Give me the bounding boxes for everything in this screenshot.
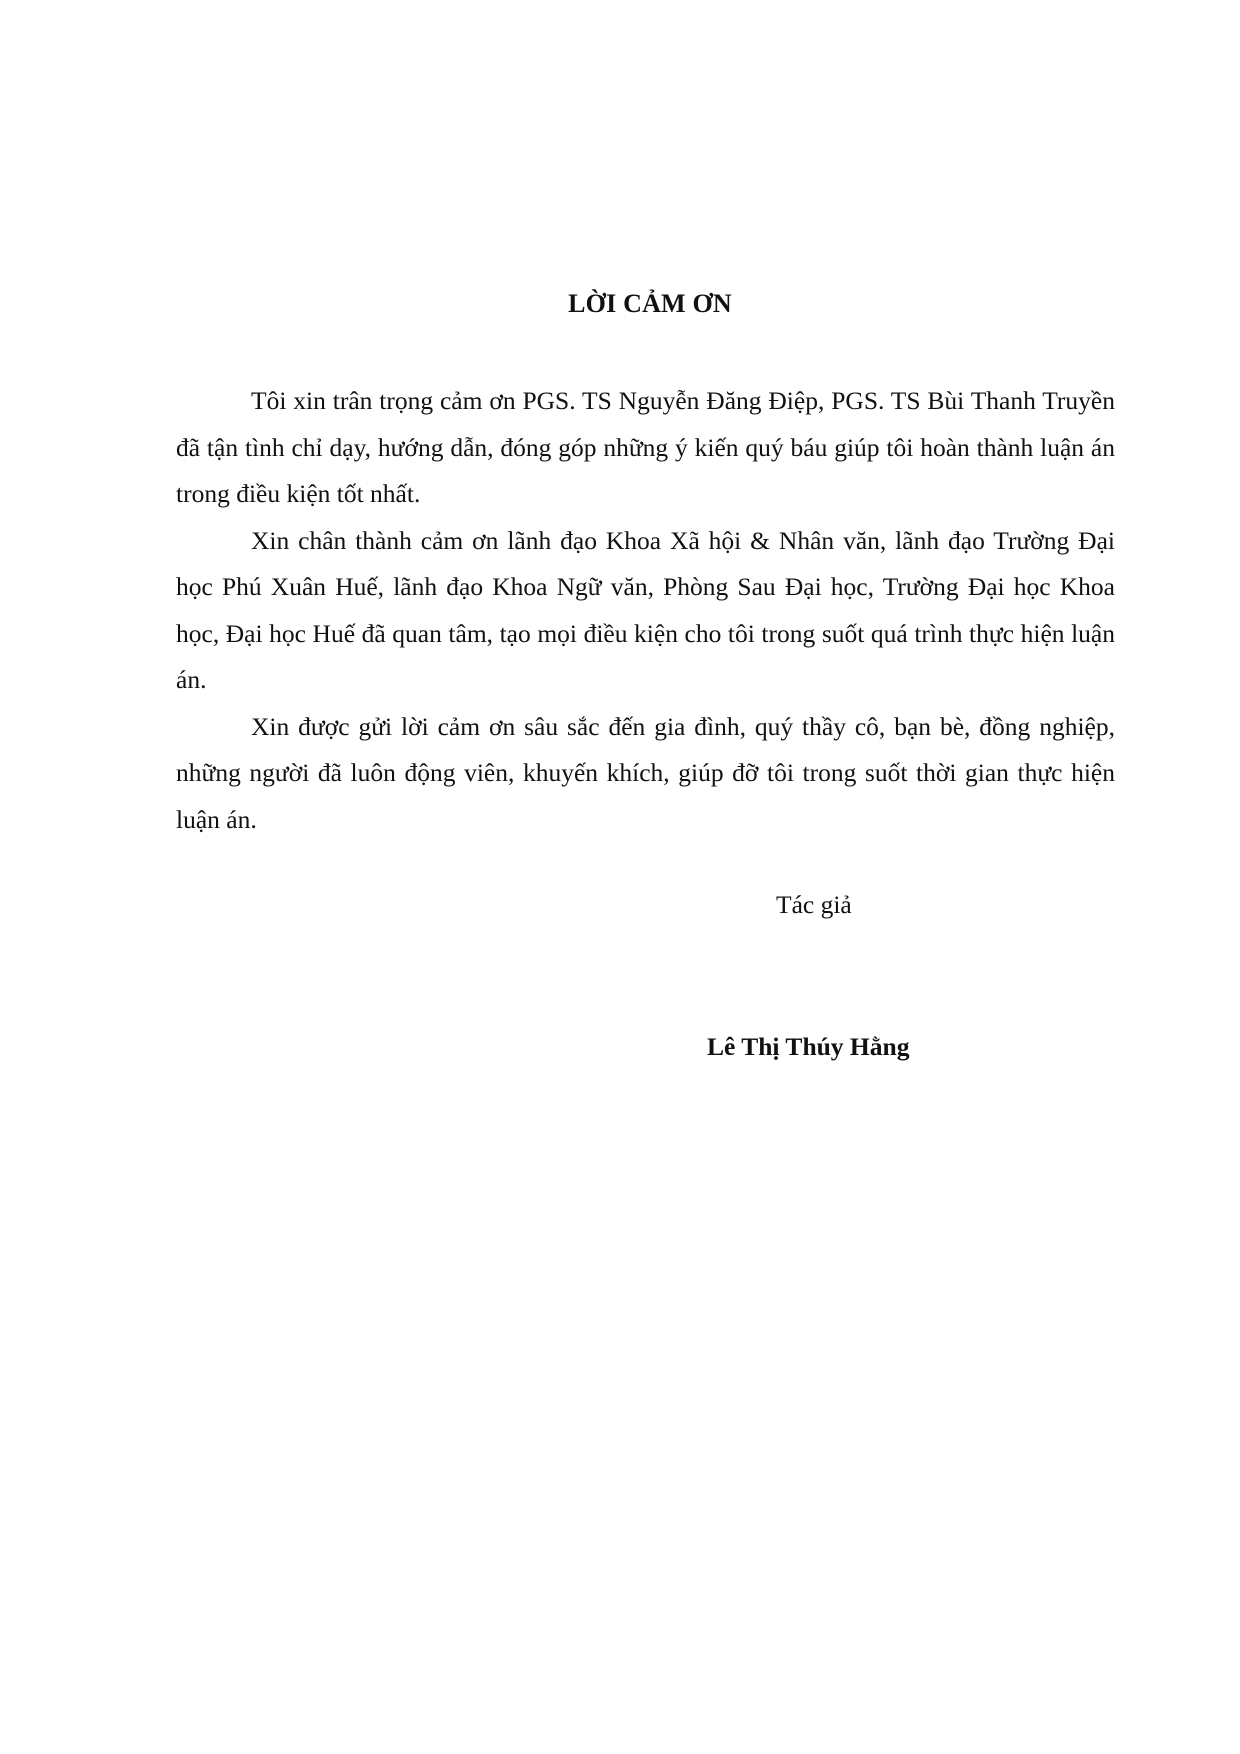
paragraph-1: Tôi xin trân trọng cảm ơn PGS. TS Nguyễn Đăng Điệp, PGS. TS Bùi Thanh Truyền đã tận tình chỉ dạy, hướng dẫn, đóng góp những ý kiến quý báu giúp tôi hoàn thành luận án trong điều kiện tốt nhất.: [176, 386, 1115, 508]
paragraph-2: Xin chân thành cảm ơn lãnh đạo Khoa Xã hội & Nhân văn, lãnh đạo Trường Đại học Phú Xuân Huế, lãnh đạo Khoa Ngữ văn, Phòng Sau Đại học, Trường Đại học Khoa học, Đại học Huế đã quan tâm, tạo mọi điều kiện cho tôi trong suốt quá trình thực hiện luận án.: [176, 525, 1115, 694]
acknowledgement-body: [176, 378, 1115, 843]
page-title: LỜI CẢM ƠN: [568, 289, 732, 318]
paragraph-3: Xin được gửi lời cảm ơn sâu sắc đến gia đình, quý thầy cô, bạn bè, đồng nghiệp, những người đã luôn động viên, khuyến khích, giúp đỡ tôi trong suốt thời gian thực hiện luận án.: [176, 711, 1115, 834]
signature-role: Tác giả: [776, 890, 852, 919]
signature-name: Lê Thị Thúy Hằng: [707, 1032, 910, 1061]
